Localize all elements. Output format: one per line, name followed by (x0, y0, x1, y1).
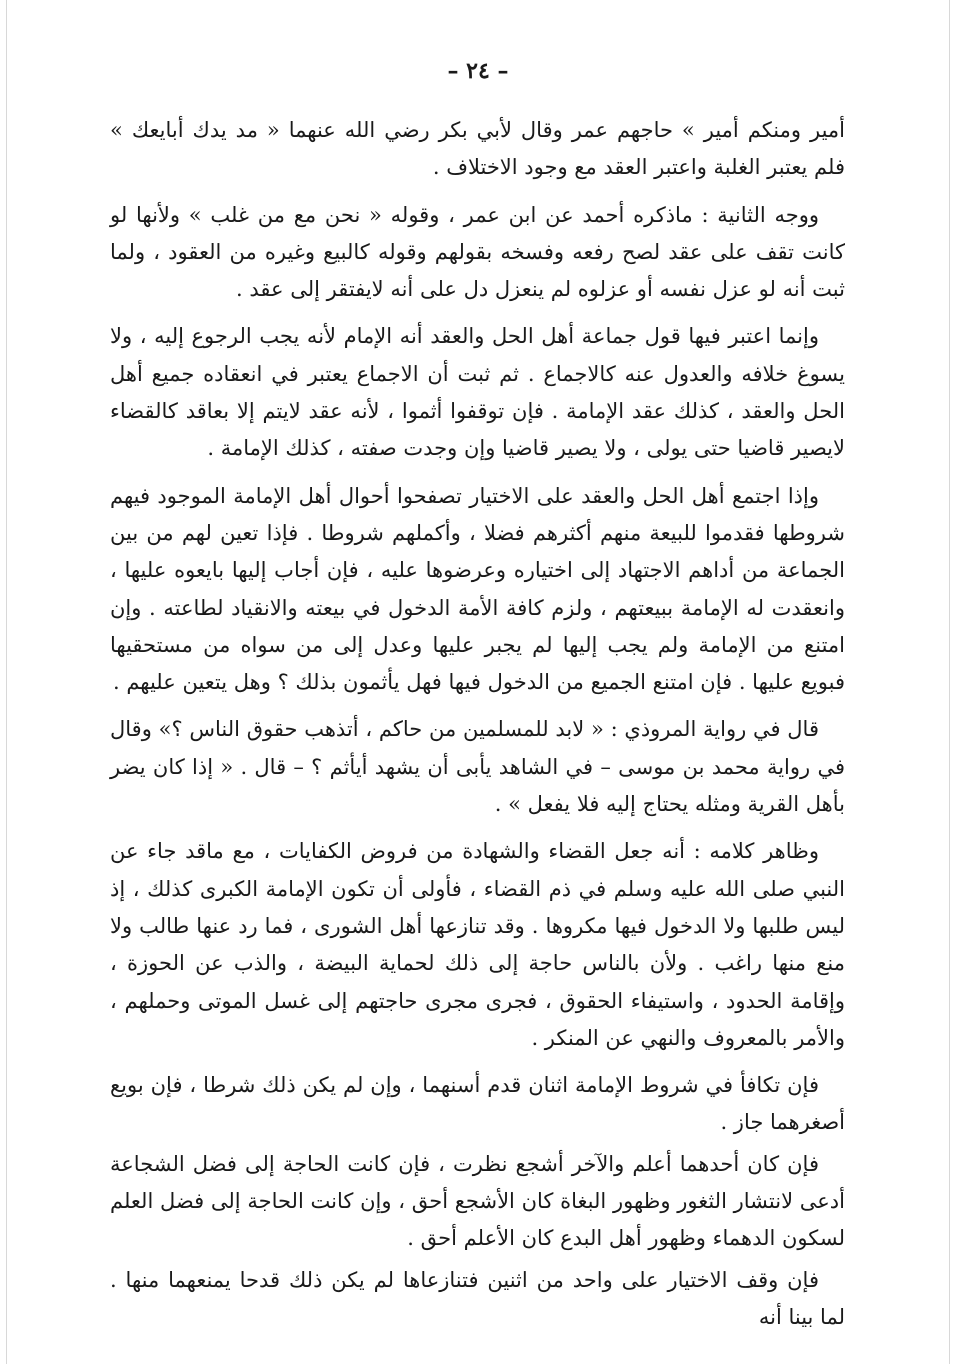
paragraph-6: وظاهر كلامه : أنه جعل القضاء والشهادة من فروض الكفايات ، مع ماقد جاء عن النبي صلى الله عليه وسلم في ذم القضاء ، فأولى أن تكون الإمامة الكبرى كذلك ، إذ ليس طلبها ولا الدخول فيها مكروها . وقد تنازعها أهل الشورى ، فما رد عنها طالب ولا منع منها راغب . ولأن بالناس حاجة إلى ذلك لحماية البيضة ، والذب عن الحوزة ، وإقامة الحدود ، واستيفاء الحقوق ، فجرى مجرى حاجتهم إلى غسل الموتى وحملهم ، والأمر بالمعروف والنهي عن المنكر . (110, 839, 845, 1050)
paragraph-2: ووجه الثانية : ماذكره أحمد عن ابن عمر ، وقوله « نحن مع من غلب » ولأنها لو كانت تقف على عقد لصح رفعه وفسخه بقولهم وقوله كالبيع وغيره من العقود ، ولما ثبت أنه لو عزل نفسه أو عزلوه لم ينعزل دل على أنه لايفتقر إلى عقد . (110, 202, 845, 302)
paragraph-7: فإن تكافأ في شروط الإمامة اثنان قدم أسنهما ، وإن لم يكن ذلك شرطا ، فإن بويع أصغرهما جاز . (110, 1073, 845, 1135)
paragraph-5: قال في رواية المروذي : « لابد للمسلمين من حاكم ، أتذهب حقوق الناس ؟» وقال في رواية محمد بن موسى – في الشاهد يأبى أن يشهد أيأثم ؟ – قال . « إذا كان يضر بأهل القرية ومثله يحتاج إليه فلا يفعل » . (110, 717, 845, 817)
paragraph-1: أمير ومنكم أمير » حاجهم عمر وقال لأبي بكر رضي الله عنهما « مد يدك أبايعك » فلم يعتبر الغلبة واعتبر العقد مع وجود الاختلاف . (110, 118, 845, 180)
paragraph-4: وإذا اجتمع أهل الحل والعقد على الاختيار تصفحوا أحوال أهل الإمامة الموجود فيهم شروطها فقدموا للبيعة منهم أكثرهم فضلا ، وأكملهم شروطا . فإذا تعين لهم من بين الجماعة من أداهم الاجتهاد إلى اختياره وعرضوها عليه ، فإن أجاب إليها بايعوه عليها ، وانعقدت له الإمامة ببيعتهم ، ولزم كافة الأمة الدخول في بيعته والانقياد لطاعته . وإن امتنع من الإمامة ولم يجب إليها لم يجبر عليها وعدل إلى من سواه من مستحقيها فبويع عليها . فإن امتنع الجميع من الدخول فيها فهل يأثمون بذلك ؟ وهل يتعين عليهم . (110, 483, 845, 695)
paragraph-3: وإنما اعتبر فيها قول جماعة أهل الحل والعقد أنه الإمام لأنه يجب الرجوع إليه ، ولا يسوغ خلافه والعدول عنه كالاجماع . ثم ثبت أن الاجماع يعتبر في انعقاده جميع أهل الحل والعقد ، كذلك عقد الإمامة . فإن توقفوا أثموا ، لأنه عقد لايتم إلا بعاقد كالقضاء لايصير قاضيا حتى يولى ، ولا يصير قاضيا وإن وجدت صفته ، كذلك الإمامة . (110, 324, 845, 461)
scan-edge-left (6, 0, 7, 1364)
page-number: – ٢٤ – (447, 58, 509, 84)
paragraph-9: فإن وقف الاختيار على واحد من اثنين فتنازعاها لم يكن ذلك قدحا يمنعهما منها . لما بينا أنه (110, 1267, 845, 1329)
paragraph-8: فإن كان أحدهما أعلم والآخر أشجع نظرت ، فإن كانت الحاجة إلى فضل الشجاعة أدعى لانتشار الثغور وظهور البغاة كان الأشجع أحق ، وإن كانت الحاجة إلى فضل العلم لسكون الدهماء وظهور أهل البدع كان الأعلم أحق . (110, 1151, 845, 1251)
text-body (110, 112, 845, 1340)
scan-edge-right (949, 0, 950, 1364)
